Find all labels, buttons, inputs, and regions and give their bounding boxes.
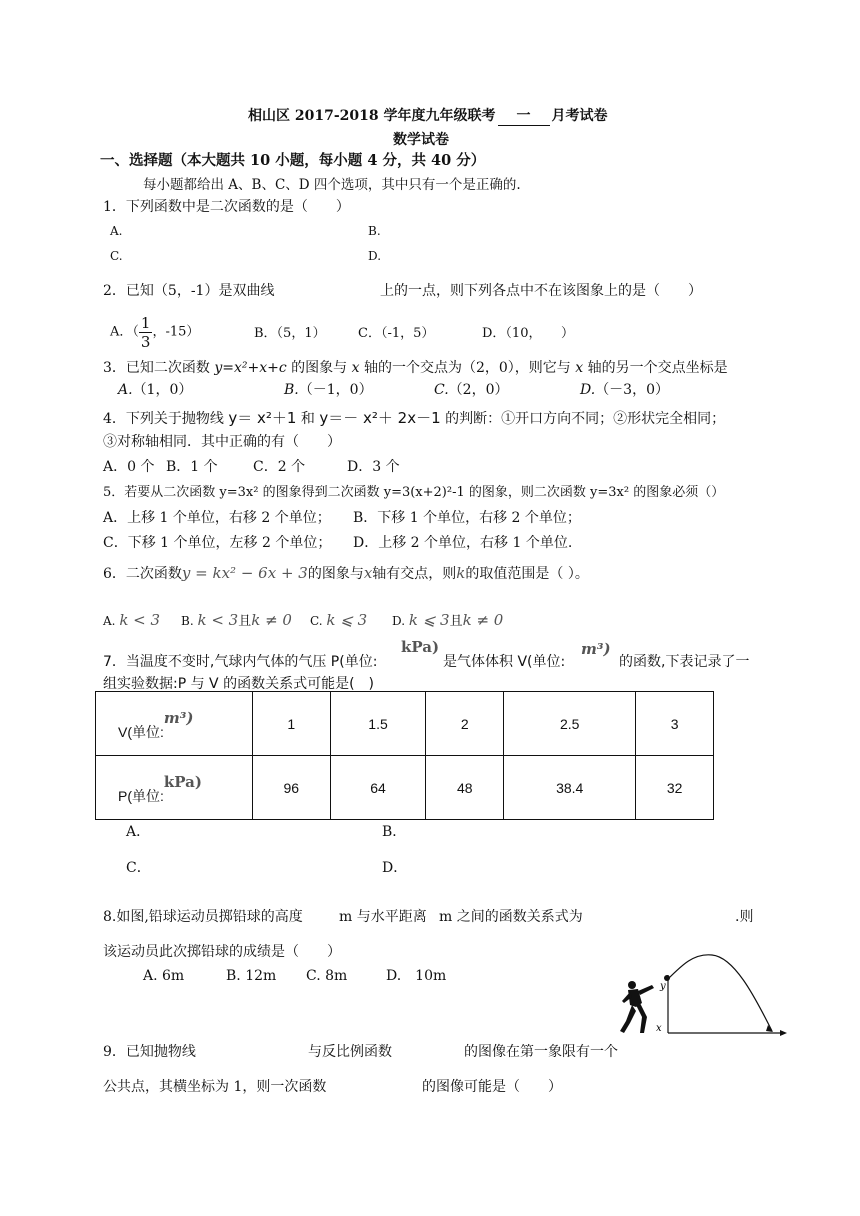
q5-option-c: C．下移 1 个单位，左移 2 个单位； [103, 535, 332, 551]
q2-option-d: D．（10， ） [482, 326, 574, 341]
q3-x2: x [575, 360, 584, 376]
q2-option-b: B．（5，1） [254, 326, 326, 341]
q8-stem-a: 8.如图,铅球运动员掷铅球的高度 [103, 909, 303, 925]
q8-option-b: B. 12m [226, 968, 277, 984]
q6-b-math2: k ≠ 0 [251, 611, 292, 629]
q6-d-math1: k ⩽ 3 [408, 611, 450, 629]
q4-equation2: y＝－ x²＋ 2x－1 [319, 409, 441, 427]
q9-stem-a: 9．已知抛物线 [103, 1044, 196, 1060]
table-cell: 1 [253, 692, 331, 756]
q7-option-b: B． [382, 824, 407, 840]
q5-stem: 5．若要从二次函数 y=3x² 的图象得到二次函数 y=3(x+2)²-1 的图象，则二次函数 y=3x² 的图象必须（） [103, 485, 725, 500]
q2-option-a [110, 314, 199, 351]
q3-option-b [284, 381, 373, 399]
p-label: P(单位: [118, 787, 164, 804]
q6-equation: y = kx² − 6x + 3 [181, 564, 308, 582]
q6-option-c [310, 611, 367, 630]
q6-option-a [103, 611, 160, 630]
table-cell: 32 [636, 756, 714, 820]
q8-line2: 该运动员此次掷铅球的成绩是（ ） [103, 944, 341, 960]
q3-a-label: A. [118, 382, 133, 398]
q4-stem-a: 4．下列关于抛物线 [103, 411, 229, 427]
q7-stem-b: 是气体体积 V(单位: [443, 654, 566, 670]
q4-stem-b: 和 [296, 411, 320, 427]
q7-unit-m3: m³) [581, 640, 611, 658]
q3-option-a [118, 381, 192, 399]
q3-x1: x [351, 360, 360, 376]
q7-option-d: D． [382, 860, 408, 876]
v-unit: m³) [163, 708, 194, 727]
q3-option-d [580, 381, 669, 399]
q2-a-numerator: 1 [140, 314, 151, 332]
q9-stem-b: 与反比例函数 [308, 1044, 392, 1060]
exam-subtitle: 数学试卷 [393, 132, 449, 148]
q6-stem-c: 轴有交点，则 [372, 566, 457, 582]
table-header-v [96, 692, 253, 756]
trajectory-curve [668, 955, 772, 1031]
q6-stem [103, 564, 589, 583]
q7-option-c: C． [126, 860, 151, 876]
q1-option-d: D. [368, 249, 382, 263]
q4-option-a: A．0 个 [103, 459, 155, 475]
q3-stem-d: 轴的另一个交点坐标是 [583, 360, 728, 376]
q6-stem-a: 6．二次函数 [103, 566, 182, 582]
table-header-p [96, 756, 253, 820]
table-cell: 1.5 [330, 692, 426, 756]
table-cell: 2.5 [504, 692, 636, 756]
q9-line2-b: 的图像可能是（ ） [422, 1079, 562, 1095]
q6-d-label: D. [392, 614, 406, 628]
q6-stem-d: 的取值范围是（ ）。 [465, 566, 589, 582]
table-cell: 38.4 [504, 756, 636, 820]
q6-a-label: A. [103, 614, 116, 628]
q6-b-and: 且 [238, 614, 252, 629]
q9-stem-c: 的图像在第一象限有一个 [464, 1044, 618, 1060]
title-part1: 相山区 2017-2018 学年度九年级联考 [248, 108, 496, 124]
q6-stem-b: 的图象与 [307, 566, 364, 582]
q3-b-label: B. [284, 382, 299, 398]
q2-stem-a: 2．已知（5，-1）是双曲线 [103, 283, 275, 299]
q1-option-c: C. [110, 249, 123, 263]
q6-b-label: B. [181, 614, 194, 628]
section1-heading: 一、选择题（本大题共 10 小题，每小题 4 分，共 40 分） [100, 152, 486, 169]
q5-option-d: D．上移 2 个单位，右移 1 个单位. [353, 535, 573, 551]
q6-a-math: k < 3 [119, 611, 161, 629]
q6-option-b [181, 611, 292, 631]
q7-option-a: A． [126, 824, 151, 840]
q2-stem-b: 上的一点，则下列各点中不在该图象上的是（ ） [380, 283, 702, 299]
q2-option-c: C．（-1，5） [358, 326, 435, 341]
q2-a-denominator: 3 [140, 333, 151, 351]
shot-put-figure [612, 945, 788, 1045]
fig-y-label: y [660, 981, 666, 992]
q6-b-math1: k < 3 [197, 611, 239, 629]
q7-data-table [95, 691, 714, 820]
q2-a-rest: ，-15） [152, 324, 200, 340]
q6-option-d [392, 611, 503, 631]
q8-option-c: C. 8m [306, 968, 348, 984]
section1-instruction: 每小题都给出 A、B、C、D 四个选项，其中只有一个是正确的. [143, 177, 521, 193]
q6-x: x [363, 564, 373, 582]
q4-equation1: y＝ x²＋1 [228, 409, 297, 427]
table-cell: 3 [636, 692, 714, 756]
q3-equation: y=x²+x+c [214, 360, 287, 376]
q3-option-c [434, 381, 509, 399]
q9-line2-a: 公共点，其横坐标为 1，则一次函数 [103, 1079, 327, 1095]
q3-d-label: D. [580, 382, 596, 398]
q8-option-a: A. 6m [143, 968, 185, 984]
q8-stem-b: m 与水平距离 [339, 909, 427, 925]
table-cell: 96 [253, 756, 331, 820]
athlete-icon [620, 981, 654, 1033]
q3-c-text: （2，0） [448, 382, 509, 398]
table-row-v [96, 692, 714, 756]
q7-stem-c: 的函数,下表记录了一 [619, 654, 750, 670]
q8-stem-d: .则 [735, 909, 754, 925]
q7-unit-kpa: kPa) [401, 638, 440, 656]
q2-a-label: A．（ [110, 324, 139, 340]
q3-stem-b: 的图象与 [286, 360, 352, 376]
q3-stem-c: 轴的一个交点为（2，0），则它与 [359, 360, 576, 376]
q4-option-c: C．2 个 [253, 459, 306, 475]
q6-c-label: C. [310, 614, 323, 628]
q5-option-a: A．上移 1 个单位，右移 2 个单位； [103, 510, 331, 526]
title-blank: 一 [498, 107, 550, 126]
table-row-p [96, 756, 714, 820]
q3-c-label: C. [434, 382, 449, 398]
q1-option-b: B. [368, 224, 381, 238]
q6-d-and: 且 [449, 614, 463, 629]
q4-line2: ③对称轴相同．其中正确的有（ ） [103, 434, 341, 450]
q3-stem-a: 3．已知二次函数 [103, 360, 215, 376]
q3-b-text: （－1，0） [298, 382, 373, 398]
q5-option-b: B．下移 1 个单位，右移 2 个单位； [353, 510, 581, 526]
fig-x-label: x [656, 1023, 662, 1034]
q3-a-text: （1，0） [132, 382, 193, 398]
table-cell: 2 [426, 692, 504, 756]
q3-d-text: （－3，0） [595, 382, 670, 398]
table-cell: 48 [426, 756, 504, 820]
q1-stem: 1．下列函数中是二次函数的是（ ） [103, 199, 350, 215]
q6-c-math: k ⩽ 3 [326, 611, 368, 629]
q2-a-fraction [139, 314, 153, 351]
q7-line2: 组实验数据:P 与 V 的函数关系式可能是( ) [103, 676, 375, 692]
q4-option-b: B．1 个 [166, 459, 218, 475]
q7-stem-a: 7．当温度不变时,气球内气体的气压 P(单位: [103, 654, 378, 670]
title-part2: 月考试卷 [551, 108, 608, 124]
q6-k: k [456, 564, 466, 582]
x-axis-arrow-icon [780, 1030, 787, 1036]
v-label: V(单位: [118, 723, 164, 740]
q8-stem-c: m 之间的函数关系式为 [439, 909, 583, 925]
q4-stem-c: 的判断：①开口方向不同；②形状完全相同； [440, 411, 726, 427]
q4-stem [103, 409, 725, 428]
q8-option-d: D. 10m [386, 968, 447, 984]
q6-d-math2: k ≠ 0 [462, 611, 504, 629]
q1-option-a: A. [110, 224, 123, 238]
exam-title [248, 107, 608, 126]
q4-option-d: D．3 个 [347, 459, 400, 475]
table-cell: 64 [330, 756, 426, 820]
q3-stem [103, 359, 728, 377]
p-unit: kPa) [163, 772, 202, 791]
